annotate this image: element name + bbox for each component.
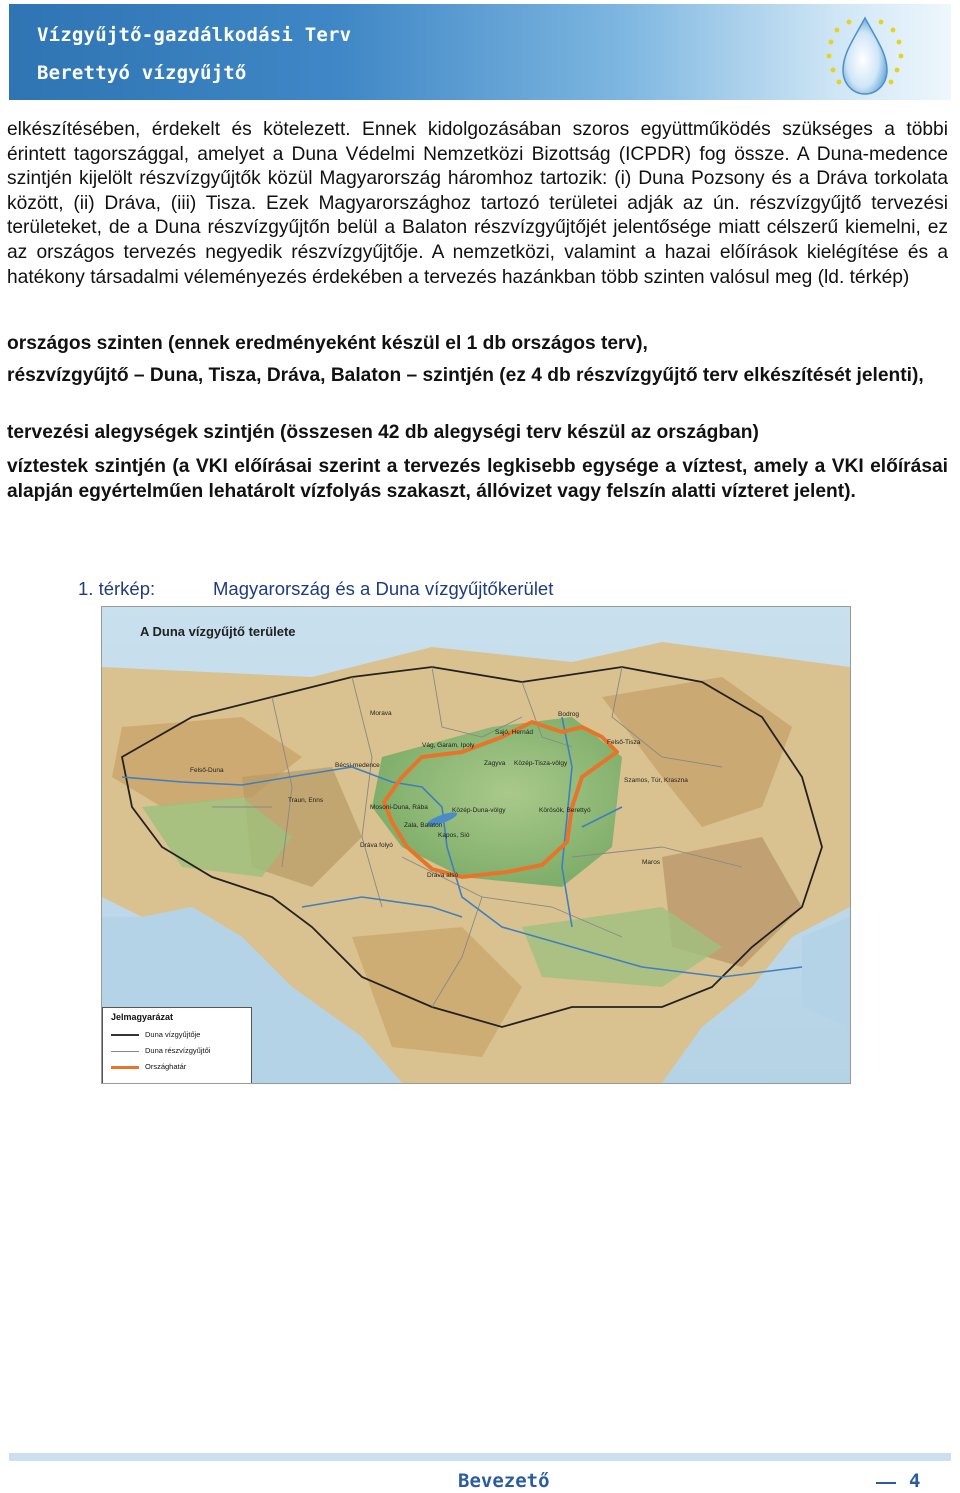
map-label-traun: Traun, Enns: [288, 797, 324, 804]
map-label-vag: Vág, Garam, Ipoly: [422, 742, 475, 749]
footer-rule: [9, 1453, 951, 1461]
legend-title: Jelmagyarázat: [111, 1012, 174, 1022]
map-label-kapos: Kapos, Sió: [438, 832, 470, 839]
map-label-zala: Zala, Balaton: [404, 822, 443, 829]
footer-section: Bevezető: [458, 1470, 550, 1492]
page-header: [9, 4, 951, 100]
map-caption-title: Magyarország és a Duna vízgyűjtőkerület: [213, 578, 554, 599]
map-label-felsotisza: Felső-Tisza: [607, 739, 641, 746]
map-label-maros: Maros: [642, 859, 661, 866]
map-label-szamos: Szamos, Túr, Kraszna: [624, 777, 688, 784]
page-number: 4: [909, 1470, 921, 1492]
level-waterbody: víztestek szintjén (a VKI előírásai szerint a tervezés legkisebb egysége a víztest, amely a VKI előírásai alapján egyértelműen lehatárolt vízfolyás szakaszt, állóvizet vagy felszín alatti vízteret jelent).: [7, 456, 948, 502]
footer-dash: [876, 1482, 896, 1484]
legend-label-subbasin: Duna részvízgyűjtői: [145, 1046, 211, 1055]
intro-paragraph: elkészítésében, érdekelt és kötelezett. Ennek kidolgozásában szoros együttműködés szükséges a többi érintett tagországgal, amelyet a Duna Védelmi Nemzetközi Bizottság (ICPDR) fog össze. A Duna-medence szintjén kijelölt részvízgyűjtők közül Magyarország háromhoz tartozik: (i) Duna Pozsony és a Dráva torkolata között, (ii) Dráva, (iii) Tisza. Ezek Magyarországhoz tartozó területei adják az ún. részvízgyűjtő tervezési területeket, de a Duna részvízgyűjtőn belül a Balaton részvízgyűjtőjét jelentősége miatt célszerű kiemelni, ez az országos tervezés negyedik részvízgyűjtője. A nemzetközi, valamint a hazai előírások kielégítése és a hatékony társadalmi véleményezés érdekében a tervezés hazánkban több szinten valósul meg (ld. térkép): [7, 119, 948, 288]
legend-item-subbasin: [111, 1046, 210, 1055]
level-subunit: tervezési alegységek szintjén (összesen 42 db alegységi terv készül az országban): [7, 422, 759, 443]
eu-water-drop-logo: [809, 12, 921, 98]
map-label-kozeptisza: Közép-Tisza-völgy: [514, 760, 568, 767]
map-label-drava: Dráva folyó: [360, 842, 393, 849]
map-label-kozepduna: Közép-Duna-völgy: [452, 807, 506, 814]
danube-basin-map: [101, 606, 851, 1084]
legend-swatch-subbasin: [111, 1051, 139, 1052]
legend-label-basin: Duna vízgyűjtője: [145, 1030, 201, 1039]
map-label-morava: Morava: [370, 710, 392, 717]
map-label-mosoni: Mosoni-Duna, Rába: [370, 804, 428, 811]
legend-item-basin: [111, 1030, 200, 1039]
map-title: A Duna vízgyűjtő területe: [140, 624, 296, 639]
header-subtitle: Berettyó vízgyűjtő: [37, 62, 247, 84]
map-caption-number: 1. térkép:: [78, 578, 156, 599]
map-label-felsoduna: Felső-Duna: [190, 767, 224, 774]
legend-swatch-basin: [111, 1034, 139, 1036]
map-label-bodrog: Bodrog: [558, 711, 579, 718]
map-label-sajo: Sajó, Hernád: [495, 729, 533, 736]
legend-item-border: [111, 1062, 186, 1071]
legend-swatch-border: [111, 1066, 139, 1069]
level-national: országos szinten (ennek eredményeként készül el 1 db országos terv),: [7, 333, 648, 354]
map-label-koros: Körösök, Berettyó: [539, 807, 591, 814]
map-label-becsi: Bécsi-medence: [335, 762, 380, 769]
legend-label-border: Országhatár: [145, 1062, 187, 1071]
map-label-drava-lower: Dráva alsó: [427, 872, 459, 879]
map-label-zagyva: Zagyva: [484, 760, 506, 767]
header-title: Vízgyűjtő-gazdálkodási Terv: [37, 24, 352, 46]
map-legend: [102, 1007, 252, 1084]
level-subbasin: részvízgyűjtő – Duna, Tisza, Dráva, Balaton – szintjén (ez 4 db részvízgyűjtő terv elkészítését jelenti),: [7, 365, 924, 386]
